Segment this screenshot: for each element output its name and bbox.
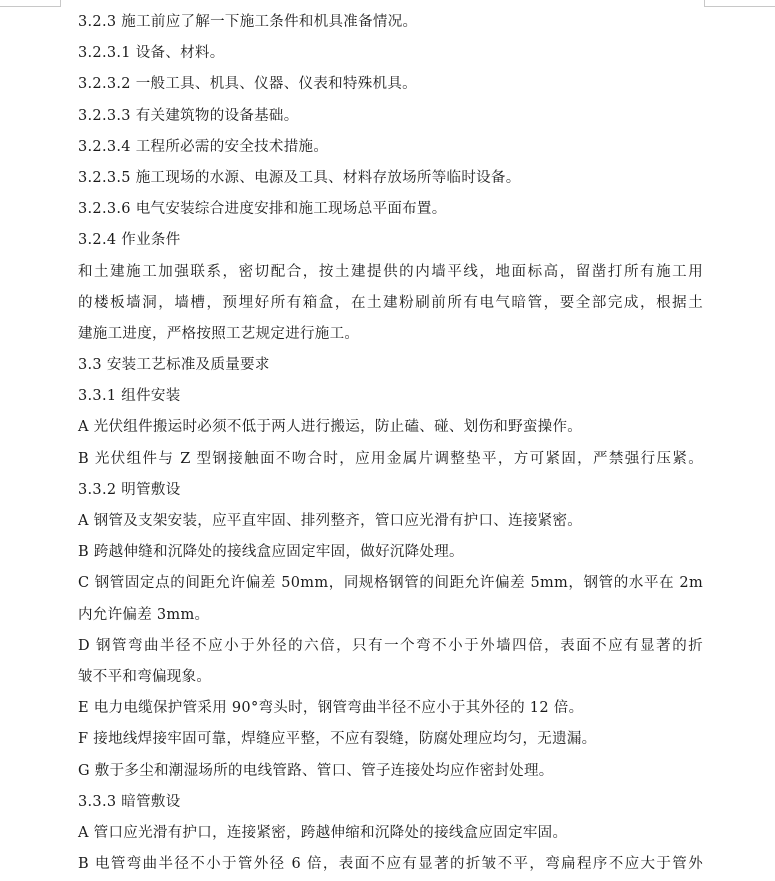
heading-3-3: 3.3 安装工艺标准及质量要求 bbox=[78, 357, 270, 374]
page-corner-mark-right bbox=[704, 0, 775, 7]
list-item-c-continued: 内允许偏差 3mm。 bbox=[78, 606, 210, 623]
list-item-3-2-3-1: 3.2.3.1 设备、材料。 bbox=[78, 45, 225, 62]
list-item-b: B 跨越伸缝和沉降处的接线盒应固定牢固，做好沉降处理。 bbox=[78, 544, 464, 561]
paragraph-line: 建施工进度，严格按照工艺规定进行施工。 bbox=[78, 325, 360, 342]
list-item-a: A 光伏组件搬运时必须不低于两人进行搬运，防止磕、碰、划伤和野蛮操作。 bbox=[78, 419, 583, 436]
list-item-3-2-3-2: 3.2.3.2 一般工具、机具、仪器、仪表和特殊机具。 bbox=[78, 76, 417, 93]
paragraph-line: 和土建施工加强联系，密切配合，按土建提供的内墙平线，地面标高，留凿打所有施工用 bbox=[78, 263, 703, 280]
list-item-a: A 管口应光滑有护口，连接紧密，跨越伸缩和沉降处的接线盒应固定牢固。 bbox=[78, 824, 568, 841]
list-item-g: G 敷于多尘和潮湿场所的电线管路、管口、管子连接处均应作密封处理。 bbox=[78, 762, 554, 779]
list-item-d-continued: 皱不平和弯偏现象。 bbox=[78, 668, 212, 685]
list-item-3-2-3-6: 3.2.3.6 电气安装综合进度安排和施工现场总平面布置。 bbox=[78, 201, 447, 218]
list-item-3-2-3-5: 3.2.3.5 施工现场的水源、电源及工具、材料存放场所等临时设备。 bbox=[78, 169, 521, 186]
page-corner-mark-left bbox=[0, 0, 61, 7]
list-item-e: E 电力电缆保护管采用 90°弯头时，钢管弯曲半径不应小于其外径的 12 倍。 bbox=[78, 700, 584, 717]
list-item-d: D 钢管弯曲半径不应小于外径的六倍，只有一个弯不小于外墙四倍，表面不应有显著的折 bbox=[78, 637, 703, 654]
heading-3-3-1: 3.3.1 组件安装 bbox=[78, 388, 181, 405]
heading-3-2-3: 3.2.3 施工前应了解一下施工条件和机具准备情况。 bbox=[78, 14, 418, 30]
paragraph-line: 的楼板墙洞，墙槽，预埋好所有箱盒，在土建粉刷前所有电气暗管，要全部完成，根据土 bbox=[78, 294, 703, 311]
heading-3-2-4: 3.2.4 作业条件 bbox=[78, 232, 181, 249]
heading-3-3-2: 3.3.2 明管敷设 bbox=[78, 481, 181, 498]
list-item-b: B 电管弯曲半径不小于管外径 6 倍，表面不应有显著的折皱不平，弯扁程序不应大于管外 bbox=[78, 856, 703, 873]
document-body bbox=[78, 7, 703, 880]
list-item-c: C 钢管固定点的间距允许偏差 50mm，同规格钢管的间距允许偏差 5mm，钢管的水平在 2m bbox=[78, 575, 703, 592]
list-item-a: A 钢管及支架安装，应平直牢固、排列整齐，管口应光滑有护口、连接紧密。 bbox=[78, 513, 583, 529]
list-item-b: B 光伏组件与 Z 型钢接触面不吻合时，应用金属片调整垫平，方可紧固，严禁强行压紧。 bbox=[78, 450, 703, 467]
heading-3-3-3: 3.3.3 暗管敷设 bbox=[78, 793, 181, 810]
list-item-3-2-3-4: 3.2.3.4 工程所必需的安全技术措施。 bbox=[78, 138, 329, 155]
list-item-3-2-3-3: 3.2.3.3 有关建筑物的设备基础。 bbox=[78, 107, 299, 124]
list-item-f: F 接地线焊接牢固可靠，焊缝应平整，不应有裂缝，防腐处理应均匀，无遗漏。 bbox=[78, 731, 597, 748]
